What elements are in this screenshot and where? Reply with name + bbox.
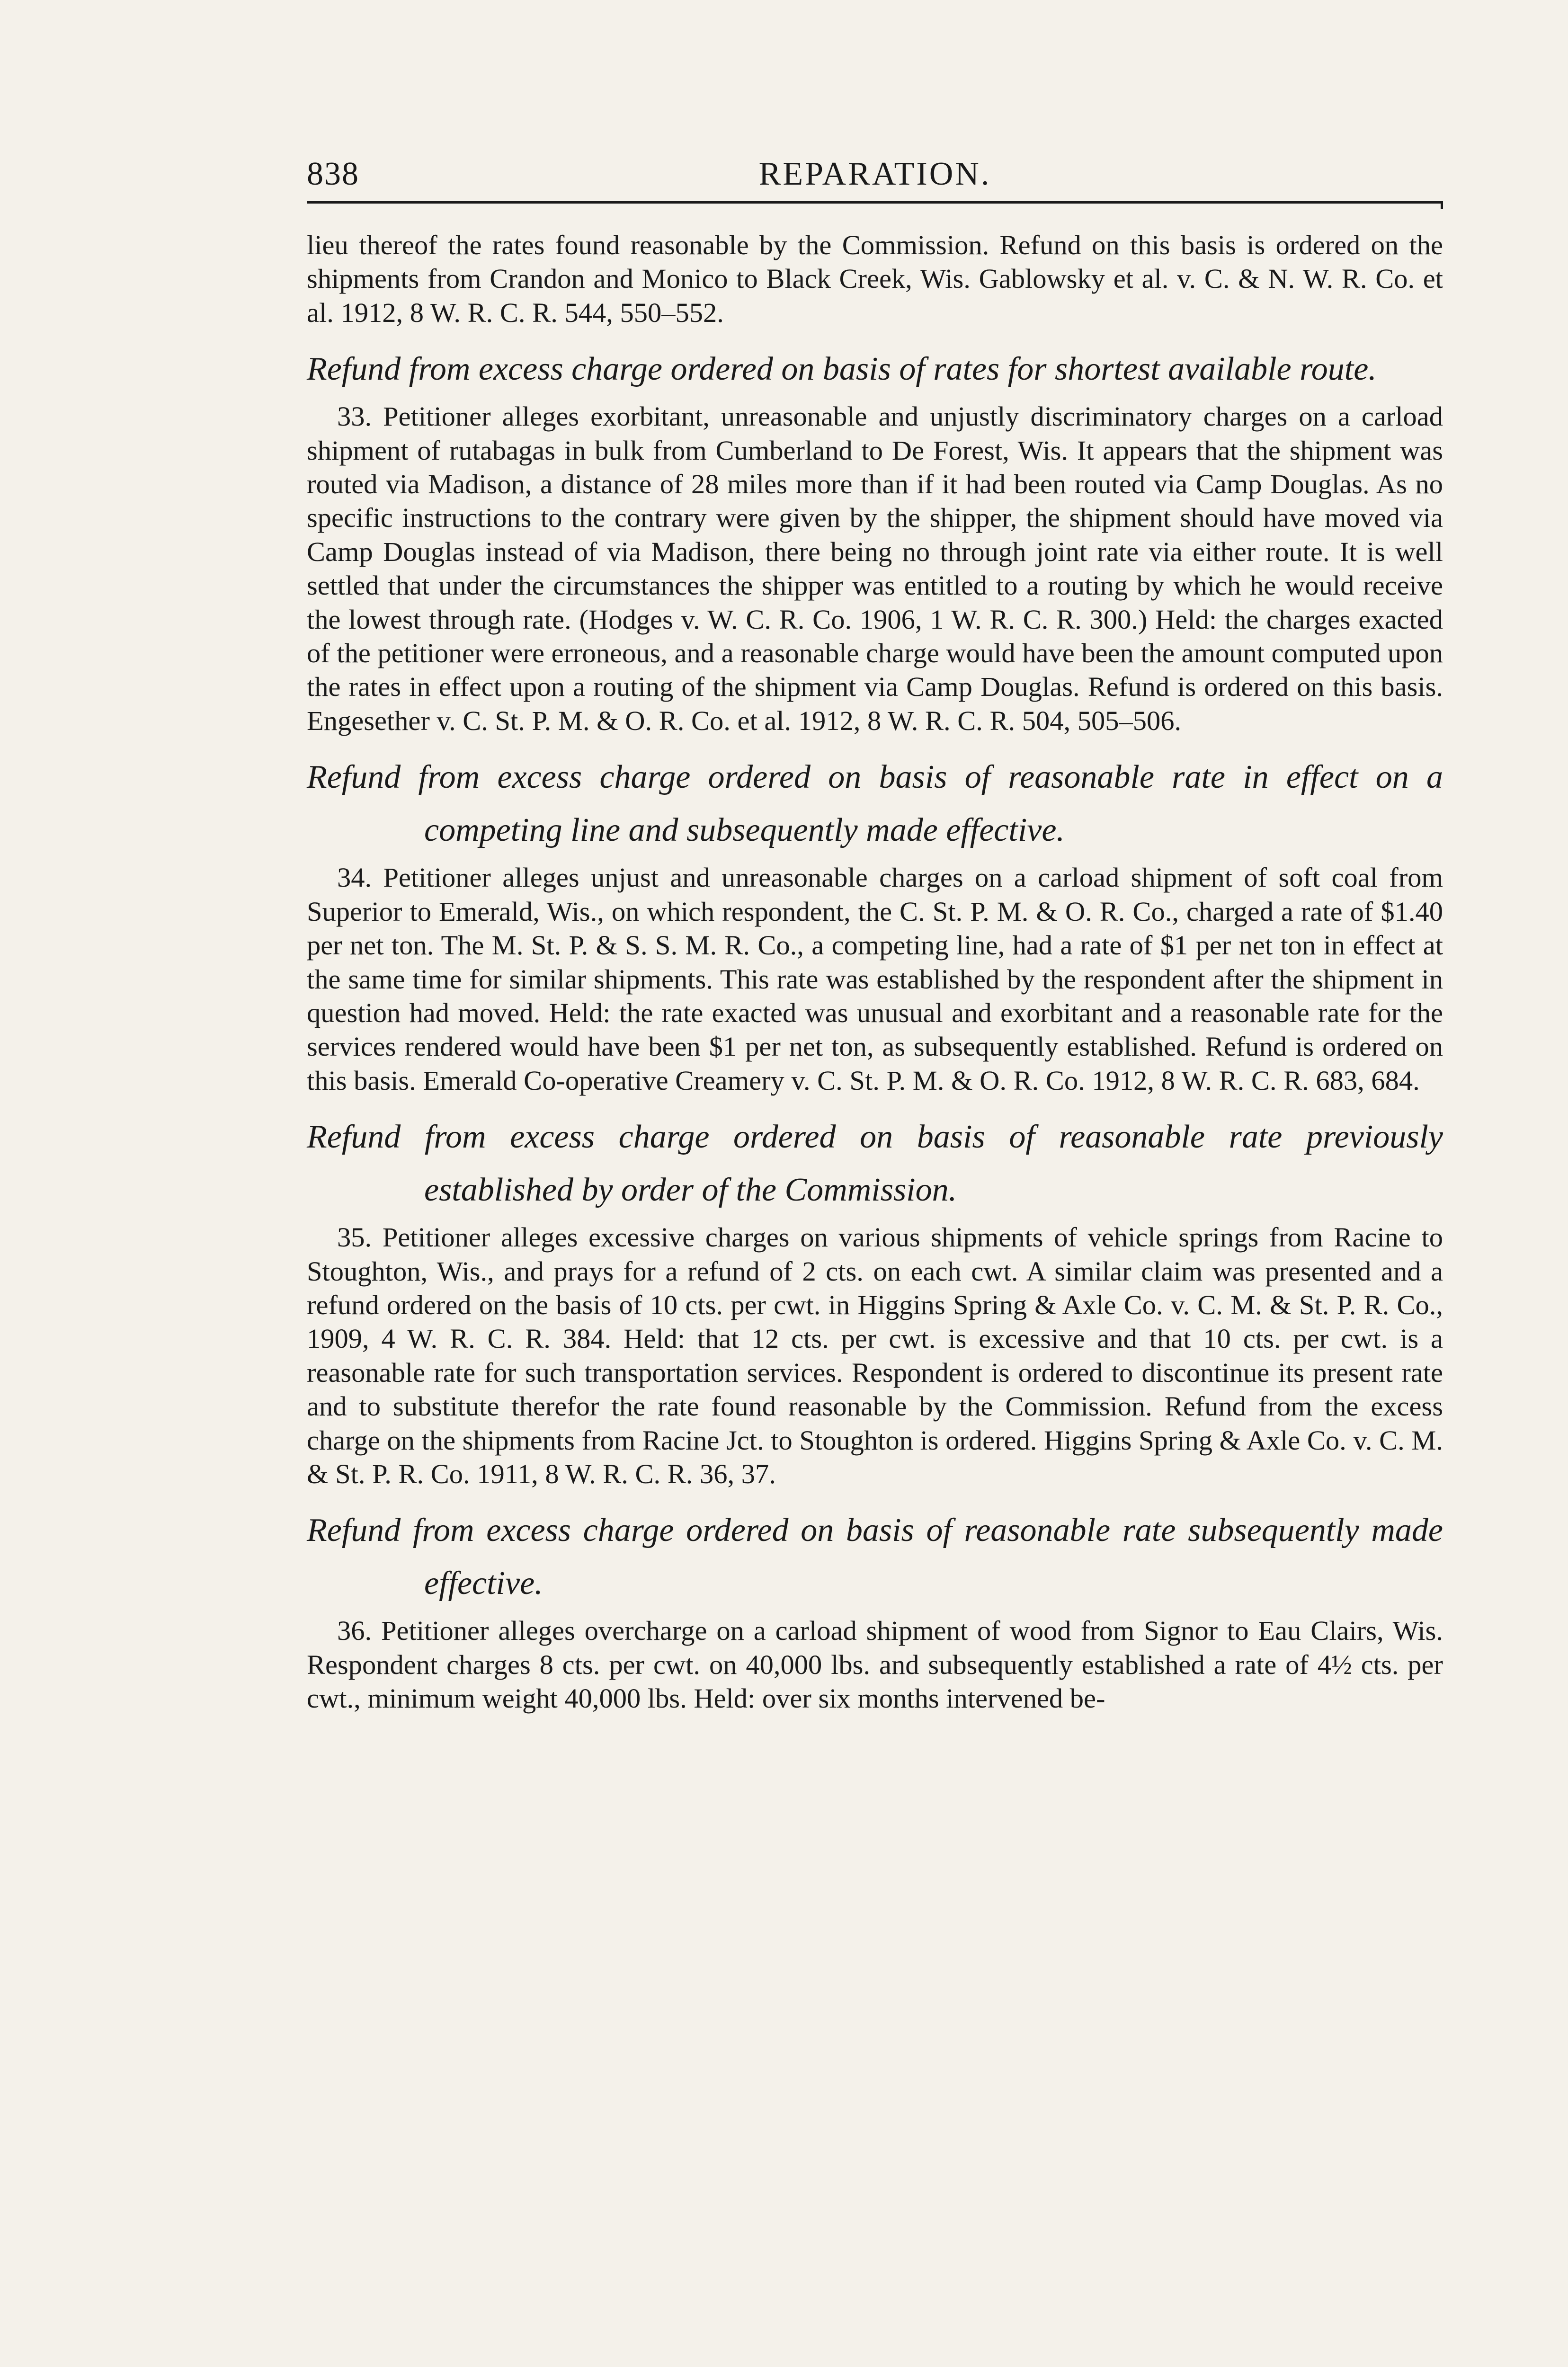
spacer xyxy=(307,738,1443,751)
spacer xyxy=(307,857,1443,861)
section-heading-subsequently-effective: Refund from excess charge ordered on basis of reasonable rate subsequently made effective. xyxy=(307,1512,1443,1602)
header-rule-tick xyxy=(1441,201,1443,209)
spacer xyxy=(307,329,1443,343)
running-head: REPARATION. xyxy=(758,156,991,192)
section-heading-competing-line: Refund from excess charge ordered on basis of reasonable rate in effect on a competing line and subsequently made effective. xyxy=(307,759,1443,849)
paragraph-34: 34. Petitioner alleges unjust and unreasonable charges on a carload shipment of soft coal from Superior to Emerald, Wis., on which respondent, the C. St. P. M. & O. R. Co., charged a rate of $1.40 per net ton. The M. St. P. & S. S. M. R. Co., a competing line, had a rate of $1 per net ton in effect at the same time for similar shipments. This rate was established by the respondent after the shipment in question had moved. Held: the rate exacted was unusual and exorbitant and a reasonable rate for the services rendered would have been $1 per net ton, as subsequently established. Refund is ordered on this basis. Emerald Co-operative Creamery v. C. St. P. M. & O. R. Co. 1912, 8 W. R. C. R. 683, 684. xyxy=(307,862,1443,1096)
spacer xyxy=(307,1610,1443,1614)
paragraph-33: 33. Petitioner alleges exorbitant, unreasonable and unjustly discriminatory charges on a carload shipment of rutabagas in bulk from Cumberland to De Forest, Wis. It appears that the shipment was routed via Madison, a distance of 28 miles more than if it had been routed via Camp Douglas. As no specific instructions to the contrary were given by the shipper, the shipment should have moved via Camp Douglas instead of via Madison, there being no through joint rate via either route. It is well settled that under the circumstances the shipper was entitled to a routing by which he would receive the lowest through rate. (Hodges v. W. C. R. Co. 1906, 1 W. R. C. R. 300.) Held: the charges exacted of the petitioner were erroneous, and a reasonable charge would have been the amount computed upon the rates in effect upon a routing of the shipment via Camp Douglas. Refund is ordered on this basis. Engesether v. C. St. P. M. & O. R. Co. et al. 1912, 8 W. R. C. R. 504, 505–506. xyxy=(307,401,1443,736)
page-number: 838 xyxy=(307,156,359,192)
header-rule xyxy=(307,201,1443,204)
paragraph-35: 35. Petitioner alleges excessive charges on various shipments of vehicle springs from Racine to Stoughton, Wis., and prays for a refund of 2 cts. on each cwt. A similar claim was presented and a refund ordered on the basis of 10 cts. per cwt. in Higgins Spring & Axle Co. v. C. M. & St. P. R. Co., 1909, 4 W. R. C. R. 384. Held: that 12 cts. per cwt. is excessive and that 10 cts. per cwt. is a reasonable rate for such transportation services. Respondent is ordered to discontinue its present rate and to substitute therefor the rate found reasonable by the Commission. Refund from the excess charge on the shipments from Racine Jct. to Stoughton is ordered. Higgins Spring & Axle Co. v. C. M. & St. P. R. Co. 1911, 8 W. R. C. R. 36, 37. xyxy=(307,1222,1443,1489)
section-heading-previously-established: Refund from excess charge ordered on basis of reasonable rate previously established by order of the Commission. xyxy=(307,1119,1443,1209)
spacer xyxy=(307,1097,1443,1111)
page-header xyxy=(307,151,1443,198)
paragraph-36: 36. Petitioner alleges overcharge on a carload shipment of wood from Signor to Eau Clairs, Wis. Respondent charges 8 cts. per cwt. on 40,000 lbs. and subsequently established a rate of 4½ cts. per cwt., minimum weight 40,000 lbs. Held: over six months intervened be- xyxy=(307,1615,1443,1714)
section-heading-shortest-route: Refund from excess charge ordered on basis of rates for shortest available route. xyxy=(307,351,1377,388)
spacer xyxy=(307,1491,1443,1504)
spacer xyxy=(307,396,1443,400)
paragraph-continuation: lieu thereof the rates found reasonable by the Commission. Refund on this basis is ordered on the shipments from Crandon and Monico to Black Creek, Wis. Gablowsky et al. v. C. & N. W. R. Co. et al. 1912, 8 W. R. C. R. 544, 550–552. xyxy=(307,230,1443,328)
spacer xyxy=(307,1217,1443,1220)
body-text xyxy=(307,228,1443,1716)
